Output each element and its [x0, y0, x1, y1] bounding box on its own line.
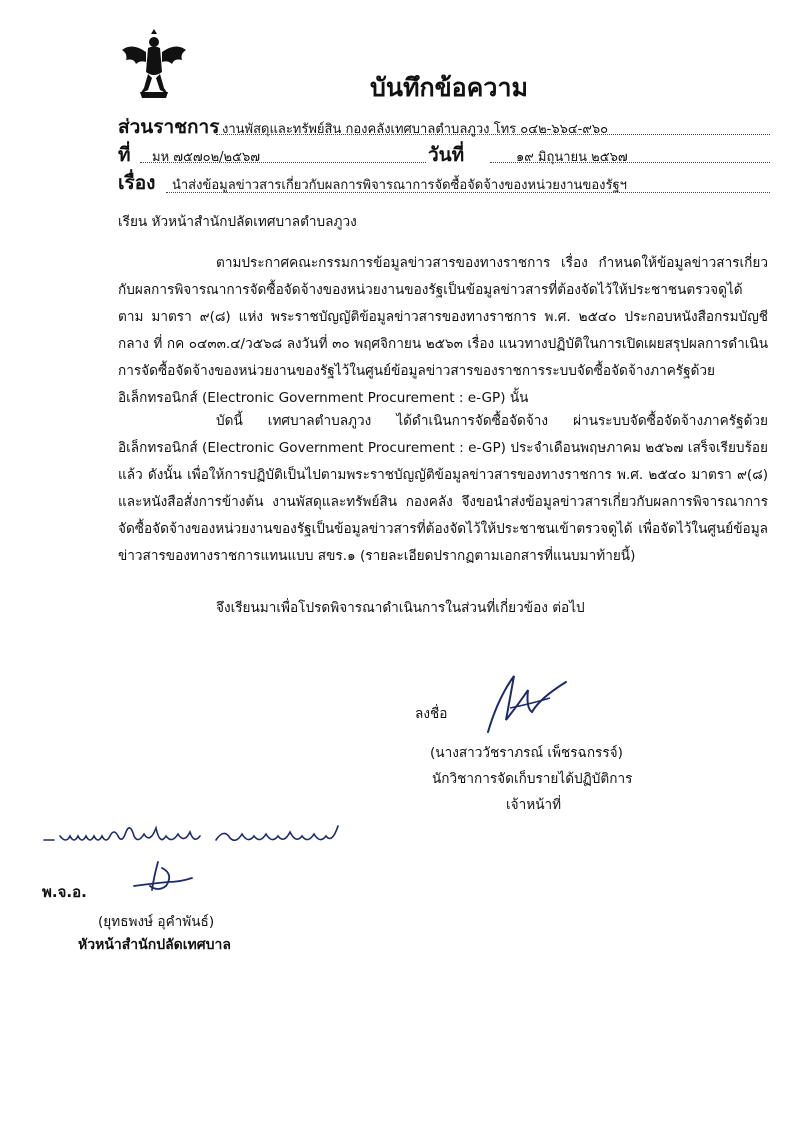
paragraph-1: ตามประกาศคณะกรรมการข้อมูลข่าวสารของทางราชการ เรื่อง กำหนดให้ข้อมูลข่าวสารเกี่ยวกับผลการพิจารณาการจัดซื้อจัดจ้างของหน่วยงานของรัฐเป็นข้อมูลข่าวสารที่ต้องจัดไว้ให้ประชาชนตรวจดูได้ตาม มาตรา ๙(๘) แห่ง พระราชบัญญัติข้อมูลข่าวสารของทางราชการ พ.ศ. ๒๕๔๐ ประกอบหนังสือกรมบัญชีกลาง ที่ กค ๐๔๓๓.๔/ว๕๖๘ ลงวันที่ ๓๐ พฤศจิกายน ๒๕๖๓ เรื่อง แนวทางปฏิบัติในการเปิดเผยสรุปผลการดำเนินการจัดซื้อจัดจ้างของหน่วยงานของรัฐไว้ในศูนย์ข้อมูลข่าวสารของราชการระบบจัดซื้อจัดจ้างภาครัฐด้วยอิเล็กทรอนิกส์ (Electronic Government Procurement : e-GP) นั้น: [118, 255, 768, 406]
sign-label: ลงชื่อ: [415, 706, 448, 722]
date-dotted-line: [490, 162, 770, 163]
date-value: ๑๙ มิถุนายน ๒๕๖๗: [516, 150, 628, 165]
subject-label: เรื่อง: [118, 172, 156, 194]
paragraph-2: บัดนี้ เทศบาลตำบลภูวง ได้ดำเนินการจัดซื้อจัดจ้าง ผ่านระบบจัดซื้อจัดจ้างภาครัฐด้วยอิเล็กทรอนิกส์ (Electronic Government Procurement : e-GP) ประจำเดือนพฤษภาคม ๒๕๖๗ เสร็จเรียบร้อยแล้ว ดังนั้น เพื่อให้การปฏิบัติเป็นไปตามพระราชบัญญัติข้อมูลข่าวสารของทางราชการ พ.ศ. ๒๕๔๐ มาตรา ๙(๘) และหนังสือสั่งการข้างต้น งานพัสดุและทรัพย์สิน กองคลัง จึงขอนำส่งข้อมูลข่าวสารเกี่ยวกับผลการพิจารณาการจัดซื้อจัดจ้างของหน่วยงานของรัฐเป็นข้อมูลข่าวสารที่ต้องจัดไว้ให้ประชาชนเข้าตรวจดูได้ เพื่อจัดไว้ในศูนย์ข้อมูลข่าวสารของทางราชการแทนแบบ สขร.๑ (รายละเอียดปรากฏตามเอกสารที่แนบมาท้ายนี้): [118, 413, 768, 564]
approver-name: (ยุทธพงษ์ อุคำพันธ์): [98, 914, 215, 930]
reference-value: มห ๗๕๗๐๒/๒๕๖๗: [152, 150, 260, 165]
garuda-emblem-icon: [118, 28, 190, 100]
memo-title: บันทึกข้อความ: [370, 73, 528, 102]
approver-position: หัวหน้าสำนักปลัดเทศบาล: [78, 937, 231, 953]
signer-role: เจ้าหน้าที่: [506, 797, 562, 813]
subject-dotted-line: [166, 192, 770, 193]
signer-position: นักวิชาการจัดเก็บรายได้ปฏิบัติการ: [432, 771, 633, 787]
approver-signature: [128, 856, 198, 896]
approver-label: พ.จ.อ.: [42, 883, 87, 901]
reference-label: ที่: [118, 144, 131, 166]
date-label: วันที่: [428, 144, 465, 166]
department-value: งานพัสดุและทรัพย์สิน กองคลังเทศบาลตำบลภูวง โทร ๐๔๒-๖๖๔-๙๖๐: [222, 122, 609, 137]
department-dotted-line: [216, 134, 770, 135]
salutation: เรียน หัวหน้าสำนักปลัดเทศบาลตำบลภูวง: [118, 214, 357, 230]
signer-name: (นางสาววัชราภรณ์ เพ็ชรฉกรรจ์): [430, 745, 623, 761]
closing-line: จึงเรียนมาเพื่อโปรดพิจารณาดำเนินการในส่วนที่เกี่ยวข้อง ต่อไป: [216, 600, 585, 616]
reference-dotted-line: [140, 162, 426, 163]
signer-signature: [480, 668, 580, 740]
handwritten-note: [40, 818, 350, 852]
department-label: ส่วนราชการ: [118, 116, 220, 138]
subject-value: นำส่งข้อมูลข่าวสารเกี่ยวกับผลการพิจารณาการจัดซื้อจัดจ้างของหน่วยงานของรัฐฯ: [172, 178, 627, 193]
